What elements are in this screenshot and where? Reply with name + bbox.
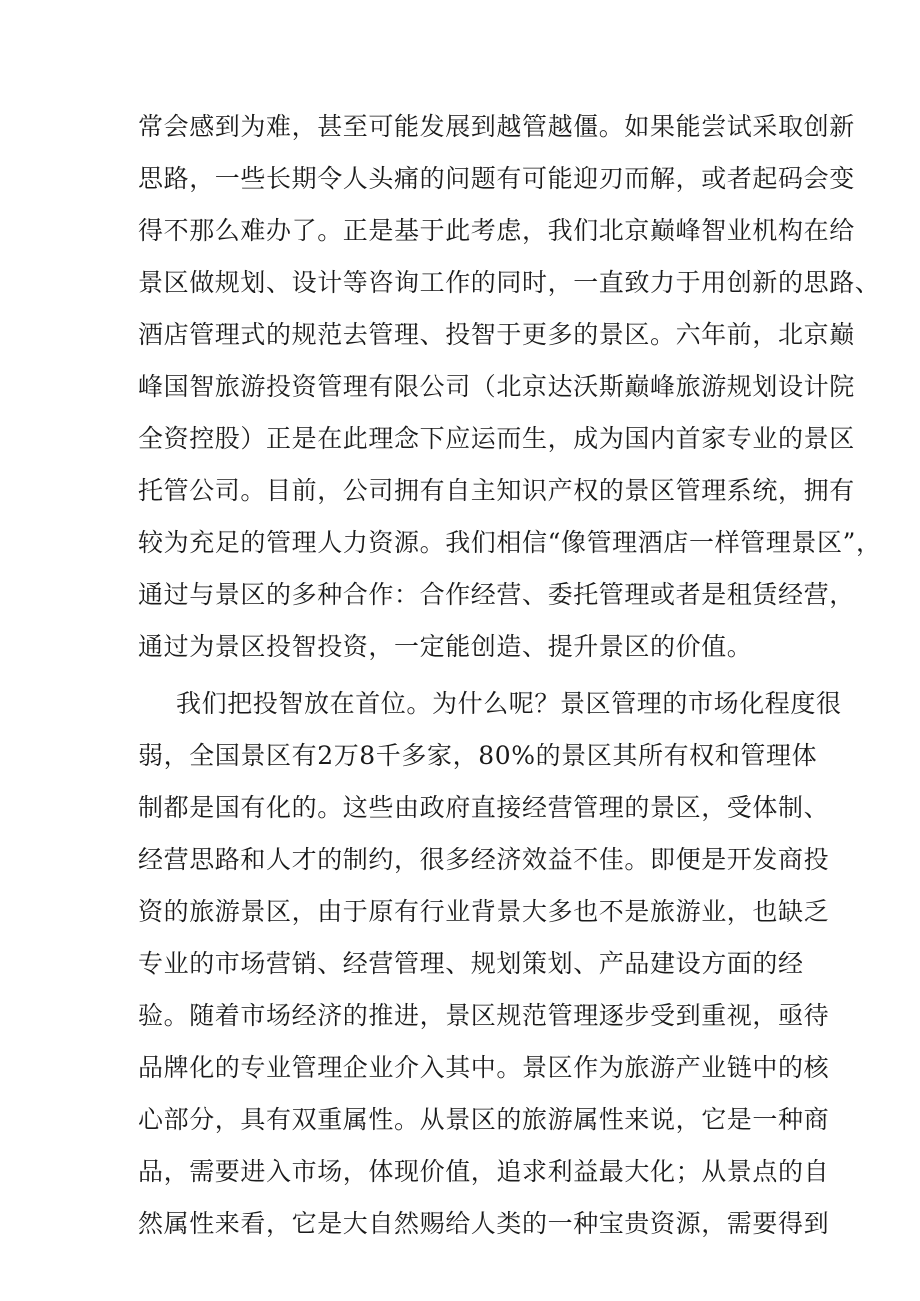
text-line: 常会感到为难，甚至可能发展到越管越僵。如果能尝试采取创新 <box>138 112 855 141</box>
text-line: 然属性来看，它是大自然赐给人类的一种宝贵资源，需要得到 <box>138 1209 830 1238</box>
text-line: 通过与景区的多种合作：合作经营、委托管理或者是租赁经营， <box>138 580 855 609</box>
text-line: 酒店管理式的规范去管理、投智于更多的景区。六年前，北京巅 <box>138 320 855 349</box>
text-line: 得不那么难办了。正是基于此考虑，我们北京巅峰智业机构在给 <box>138 216 855 245</box>
text-line: 经营思路和人才的制约，很多经济效益不佳。即便是开发商投 <box>138 845 830 874</box>
text-line: 品，需要进入市场，体现价值，追求利益最大化；从景点的自 <box>138 1157 830 1186</box>
text-line: 峰国智旅游投资管理有限公司（北京达沃斯巅峰旅游规划设计院 <box>138 372 855 401</box>
text-line: 通过为景区投智投资，一定能创造、提升景区的价值。 <box>138 632 753 661</box>
text-line: 资的旅游景区，由于原有行业背景大多也不是旅游业，也缺乏 <box>138 897 830 926</box>
text-line: 思路，一些长期令人头痛的问题有可能迎刃而解，或者起码会变 <box>138 164 855 193</box>
text-line: 景区做规划、设计等咨询工作的同时，一直致力于用创新的思路、 <box>138 268 881 297</box>
text-line: 心部分，具有双重属性。从景区的旅游属性来说，它是一种商 <box>138 1105 830 1134</box>
text-line: 制都是国有化的。这些由政府直接经营管理的景区，受体制、 <box>138 793 830 822</box>
text-line: 专业的市场营销、经营管理、规划策划、产品建设方面的经 <box>138 949 804 978</box>
text-line: 全资控股）正是在此理念下应运而生，成为国内首家专业的景区 <box>138 424 855 453</box>
text-line: 托管公司。目前，公司拥有自主知识产权的景区管理系统，拥有 <box>138 476 855 505</box>
paragraph-first-line: 我们把投智放在首位。为什么呢？景区管理的市场化程度很 <box>176 689 842 718</box>
text-line: 验。随着市场经济的推进，景区规范管理逐步受到重视，亟待 <box>138 1001 830 1030</box>
text-line: 弱，全国景区有2万8千多家，80%的景区其所有权和管理体 <box>138 741 818 770</box>
text-line: 较为充足的管理人力资源。我们相信“像管理酒店一样管理景区”， <box>138 528 882 557</box>
text-line: 品牌化的专业管理企业介入其中。景区作为旅游产业链中的核 <box>138 1053 830 1082</box>
